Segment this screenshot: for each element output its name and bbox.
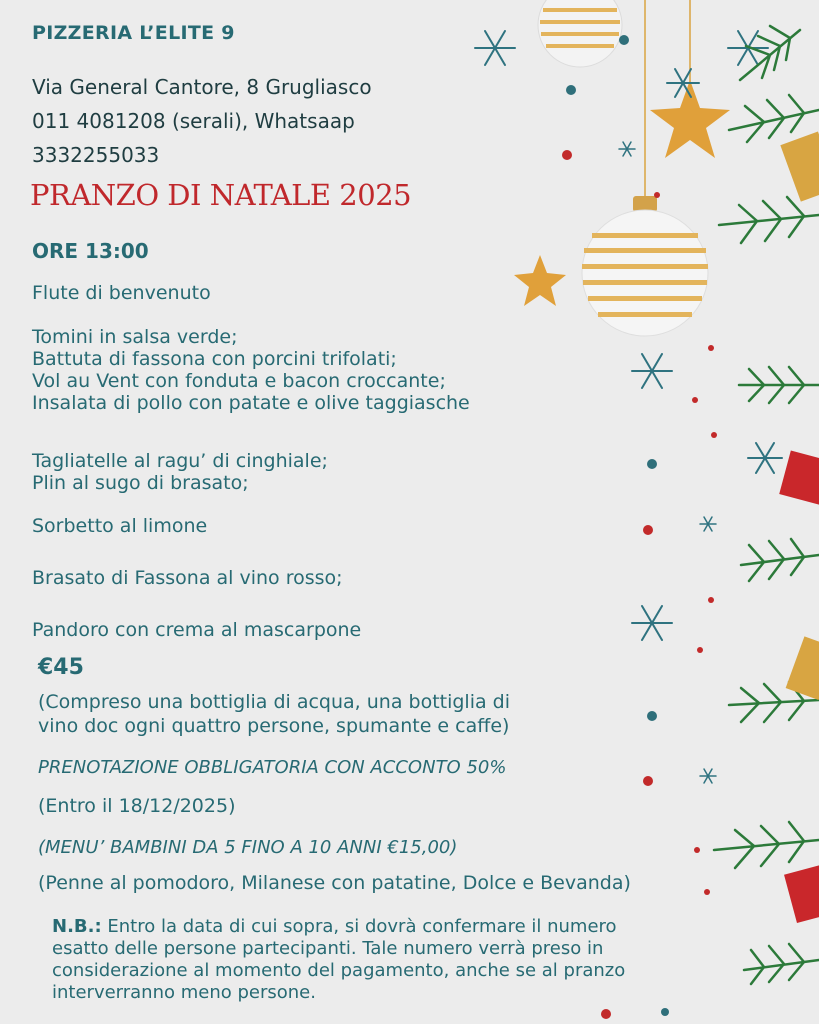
gift-box-icon [779,451,819,506]
primi-list [32,450,328,494]
gift-box-icon [786,636,819,700]
small-bauble-icon [538,0,622,67]
list-item: Plin al sugo di brasato; [32,472,249,494]
included-items [38,690,510,738]
event-time: ORE 13:00 [32,239,149,263]
antipasti-list [32,326,470,414]
pizzeria-name: PIZZERIA L’ELITE 9 [32,22,235,44]
list-item: Vol au Vent con fonduta e bacon croccante; [32,370,446,392]
sorbet: Sorbetto al limone [32,515,208,537]
address-line: Via General Cantore, 8 Grugliasco [32,75,372,99]
dessert: Pandoro con crema al mascarpone [32,619,362,641]
nb-text: Entro la data di cui sopra, si dovrà confermare il numero [101,916,617,937]
kids-menu-details: (Penne al pomodoro, Milanese con patatine, Dolce e Bevanda) [38,872,631,894]
contact-block [32,70,372,172]
nb-label: N.B.: [52,916,102,937]
nb-text: interverranno meno persone. [52,982,316,1003]
snowflake-icon [475,31,782,783]
price: €45 [38,655,84,680]
phone-line: 011 4081208 (serali), Whatsaap [32,109,355,133]
star-icon [514,255,566,306]
gift-box-icon [780,132,819,202]
gift-box-icon [784,864,819,923]
list-item: Tomini in salsa verde; [32,326,238,348]
star-icon [650,80,730,158]
large-bauble-icon [582,196,708,336]
main-course: Brasato di Fassona al vino rosso; [32,567,343,589]
booking-deadline: (Entro il 18/12/2025) [38,795,236,817]
booking-notice: PRENOTAZIONE OBBLIGATORIA CON ACCONTO 50% [38,757,507,778]
list-item: Battuta di fassona con porcini trifolati; [32,348,397,370]
nb-text: esatto delle persone partecipanti. Tale numero verrà preso in [52,938,604,959]
nb-note [52,916,625,1004]
included-line: vino doc ogni quattro persone, spumante e caffe) [38,715,510,737]
kids-menu: (MENU’ BAMBINI DA 5 FINO A 10 ANNI €15,00) [38,837,458,858]
nb-text: considerazione al momento del pagamento, anche se al pranzo [52,960,626,981]
whatsapp-number: 3332255033 [32,143,160,167]
list-item: Insalata di pollo con patate e olive taggiasche [32,392,470,414]
list-item: Tagliatelle al ragu’ di cinghiale; [32,450,328,472]
included-line: (Compreso una bottiglia di acqua, una bottiglia di [38,691,511,713]
welcome-drink: Flute di benvenuto [32,282,211,304]
event-title: PRANZO DI NATALE 2025 [30,178,412,212]
